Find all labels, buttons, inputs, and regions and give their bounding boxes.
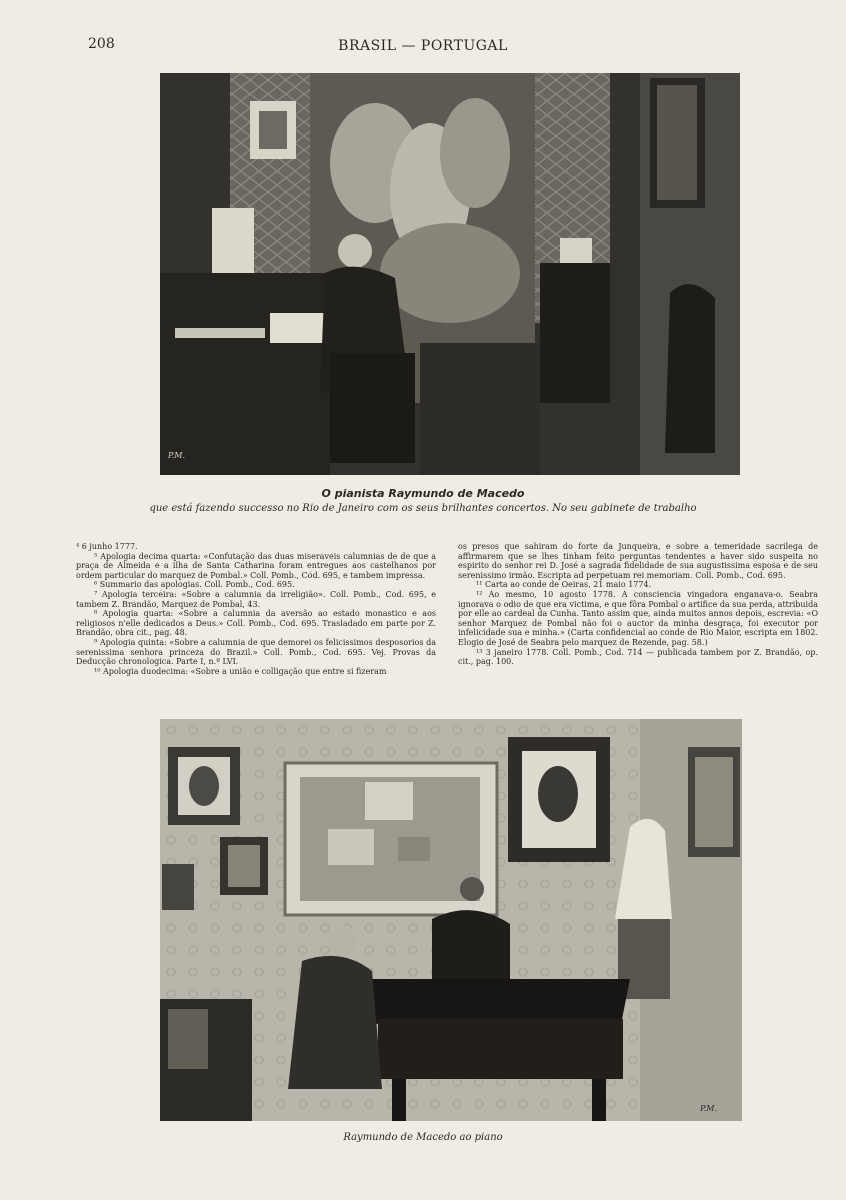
footnote: os presos que sahiram do forte da Junqueira, e sobre a temeridade sacrilega de affirmarem que se lhes tinham feito perguntas tendentes a haver sido suspeita no espirito do senhor rei D. José a sagrada fidelidade de sua augustissima esposa e de seu serenissimo irmão. Escripta ad perpetuam rei memoriam. Coll. Pomb., Cod. 695. [458, 542, 818, 580]
footnote: ¹¹ Carta ao conde de Oeiras, 21 maio 1774. [476, 580, 652, 590]
footnote: ⁶ Summario das apologias. Coll. Pomb., Cod. 695. [94, 580, 295, 590]
footnote: ⁸ Apologia quarta: «Sobre a calumnia da aversão ao estado monastico e aos religiosos n'elle dedicados a Deus.» Coll. Pomb., Cod. 695. Trasladado em parte por Z. Brandão, obra cit., pag. 48. [76, 609, 436, 638]
caption-subtitle: que está fazendo successo no Rio de Janeiro com os seus brilhantes concertos. No seu gabinete de trabalho [149, 503, 697, 514]
footnote: ⁵ Apologia decima quarta: «Confutação das duas miseraveis calumnias de de que a praça de Almeida e a ilha de Santa Catharina foram entregues aos castelhanos por ordem particular do marquez de Pombal.» Coll. Pomb., Cod. 695, e tambem impressa. [76, 551, 436, 580]
footnotes-right-column [458, 542, 818, 667]
photo-pianist-at-piano [160, 719, 742, 1121]
running-title: BRASIL — PORTUGAL [338, 38, 508, 54]
caption-bottom: Raymundo de Macedo ao piano [343, 1132, 503, 1143]
footnote: ⁷ Apologia terceira: «Sobre a calumnia da irreligião». Coll. Pomb., Cod. 695, e tambem Z. Brandão, Marquez de Pombal, 43. [76, 589, 436, 609]
footnote: ⁴ 6 junho 1777. [76, 542, 138, 551]
photo-signature: P.M. [168, 451, 186, 460]
footnote: ¹³ 3 janeiro 1778. Coll. Pomb., Cod. 714 — publicada tambem por Z. Brandão, op. cit., pag. 100. [458, 647, 818, 667]
photo-pianist-study [160, 73, 740, 475]
footnotes-left-column [76, 542, 436, 676]
footnote: ¹² Ao mesmo, 10 agosto 1778. A consciencia vingadora enganava-o. Seabra ignorava o odio de que era victima, e que fôra Pombal o artifice da sua perda, attribuida por elle ao cardeal da Cunha. Tanto assim que, ainda muitos annos depois, escrevia: «O senhor Marquez de Pombal não foi o auctor da minha desgraça, foi executor por infelicidade sua e minha.» (Carta confidencial ao conde de Rio Maior, escripta em 1802. Elogio de José de Seabra pelo marquez de Rezende, pag. 58.) [458, 589, 818, 647]
footnote: ¹⁰ Apologia duodecima: «Sobre a união e colligação que entre si fizeram [94, 666, 387, 676]
photo-signature: P.M. [700, 1104, 718, 1113]
footnote: ⁹ Apologia quinta: «Sobre a calumnia de que demorei os felicissimos desposorios da serenissima senhora princeza do Brazil.» Coll. Pomb., Cod. 695. Vej. Provas da Deducção chronologica. Parte I, n.º LVI. [76, 637, 436, 667]
caption-title: O pianista Raymundo de Macedo [321, 487, 525, 500]
page-number: 208 [88, 36, 115, 52]
